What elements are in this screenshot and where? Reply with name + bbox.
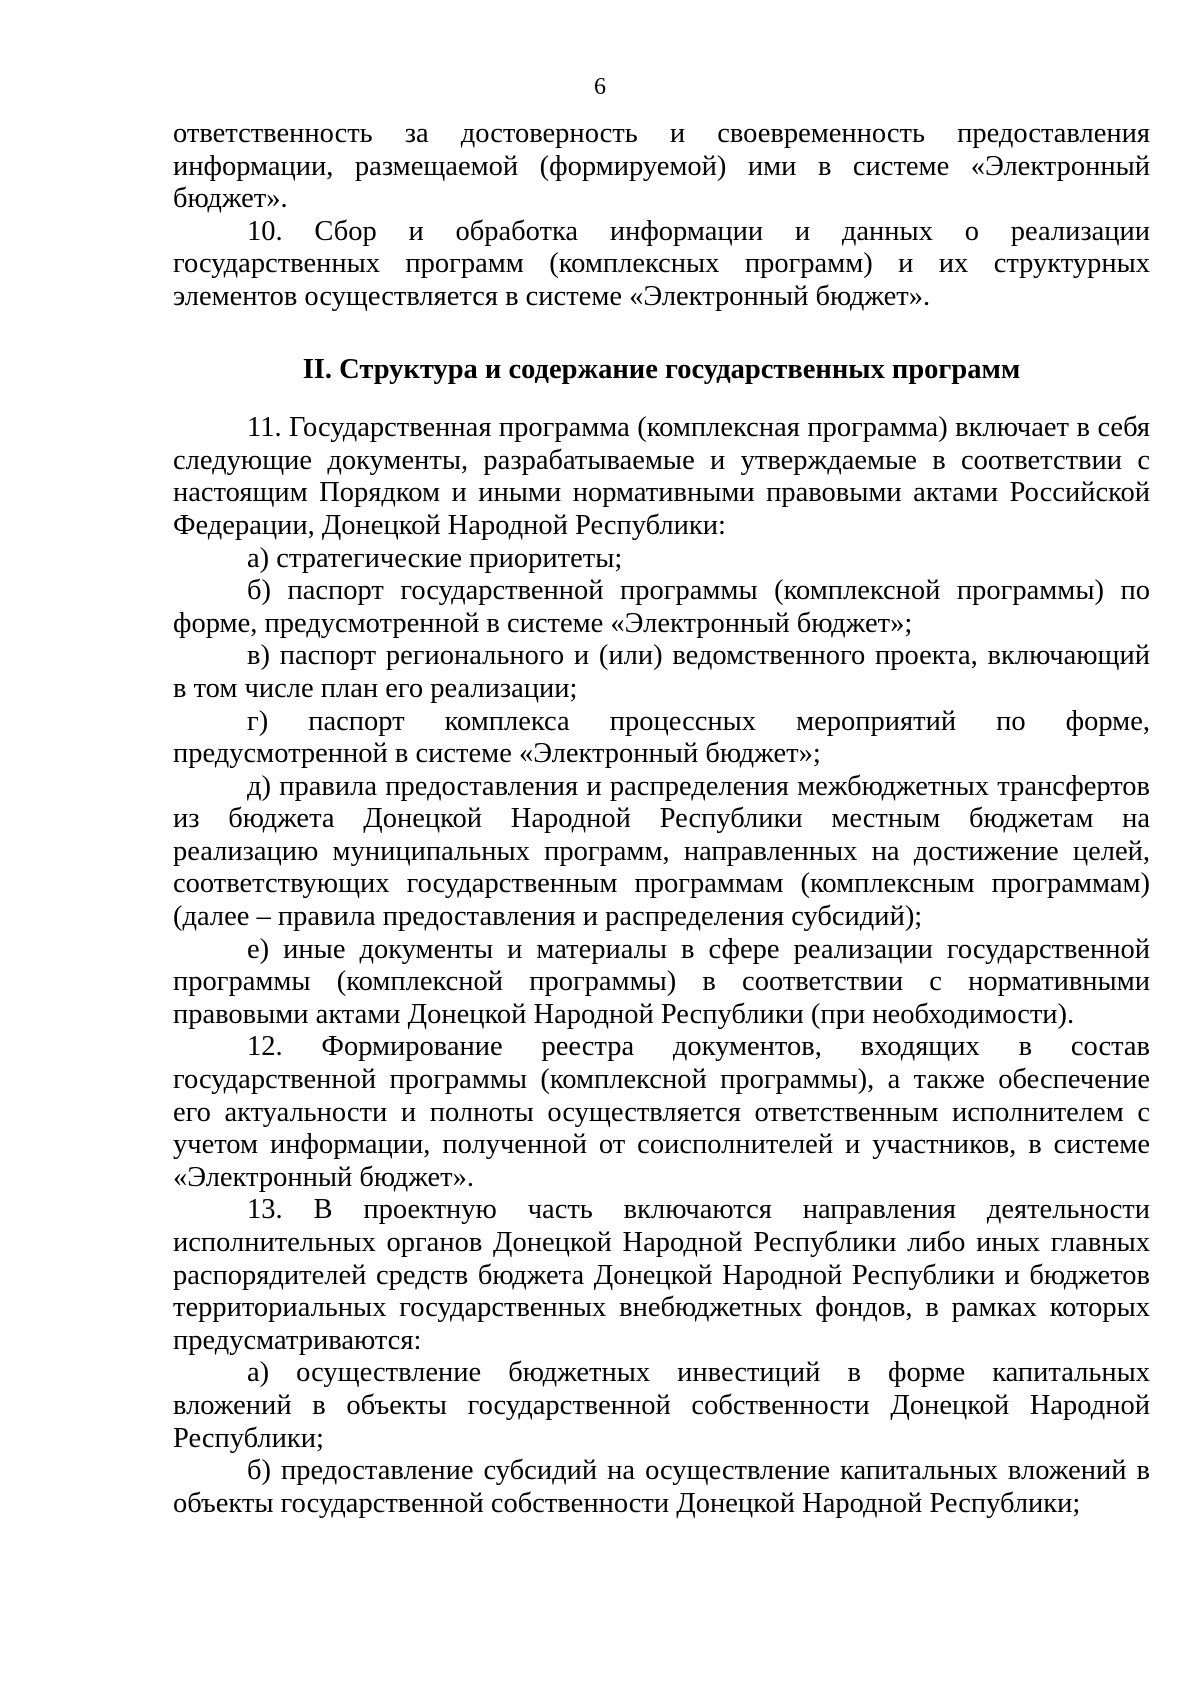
paragraph: е) иные документы и материалы в сфере реализации государственной программы (комплексной программы) в соответствии с нормативными правовыми актами Донецкой Народной Республики (при необходимости).: [173, 933, 1150, 1030]
spacer: [173, 314, 1150, 354]
document-body: [173, 118, 1150, 1520]
paragraph: а) осуществление бюджетных инвестиций в форме капитальных вложений в объекты государственной собственности Донецкой Народной Республики;: [173, 1357, 1150, 1454]
paragraph: б) паспорт государственной программы (комплексной программы) по форме, предусмотренной в системе «Электронный бюджет»;: [173, 575, 1150, 639]
paragraph: д) правила предоставления и распределения межбюджетных трансфертов из бюджета Донецкой Народной Республики местным бюджетам на реализацию муниципальных программ, направленных на достижение целей, соответствующих государственным программам (комплексным программам) (далее – правила предоставления и распределения субсидий);: [173, 770, 1150, 933]
paragraph: ответственность за достоверность и своевременность предоставления информации, размещаемой (формируемой) ими в системе «Электронный бюджет».: [173, 118, 1150, 215]
paragraph: а) стратегические приоритеты;: [247, 542, 623, 574]
paragraph: 10. Сбор и обработка информации и данных о реализации государственных программ (комплексных программ) и их структурных элементов осуществляется в системе «Электронный бюджет».: [173, 215, 1150, 312]
section-heading: II. Структура и содержание государственных программ: [302, 353, 1021, 385]
paragraph: 11. Государственная программа (комплексная программа) включает в себя следующие документы, разрабатываемые и утверждаемые в соответствии с настоящим Порядком и иными нормативными правовыми актами Российской Федерации, Донецкой Народной Республики:: [173, 412, 1150, 541]
paragraph: 12. Формирование реестра документов, входящих в состав государственной программы (комплексной программы), а также обеспечение его актуальности и полноты осуществляется ответственным исполнителем с учетом информации, полученной от соисполнителей и участников, в системе «Электронный бюджет».: [173, 1031, 1150, 1193]
section-i-tail: [173, 118, 1150, 314]
paragraph: б) предоставление субсидий на осуществление капитальных вложений в объекты государственной собственности Донецкой Народной Республики;: [173, 1455, 1150, 1519]
spacer: [173, 386, 1150, 412]
section-ii-body: [173, 412, 1150, 1520]
paragraph: в) паспорт регионального и (или) ведомственного проекта, включающий в том числе план его реализации;: [173, 640, 1150, 704]
paragraph: 13. В проектную часть включаются направления деятельности исполнительных органов Донецкой Народной Республики либо иных главных распорядителей средств бюджета Донецкой Народной Республики и бюджетов территориальных государственных внебюджетных фондов, в рамках которых предусматриваются:: [173, 1194, 1150, 1356]
page-number: 6: [594, 74, 606, 100]
paragraph: г) паспорт комплекса процессных мероприятий по форме, предусмотренной в системе «Электронный бюджет»;: [173, 705, 1150, 770]
